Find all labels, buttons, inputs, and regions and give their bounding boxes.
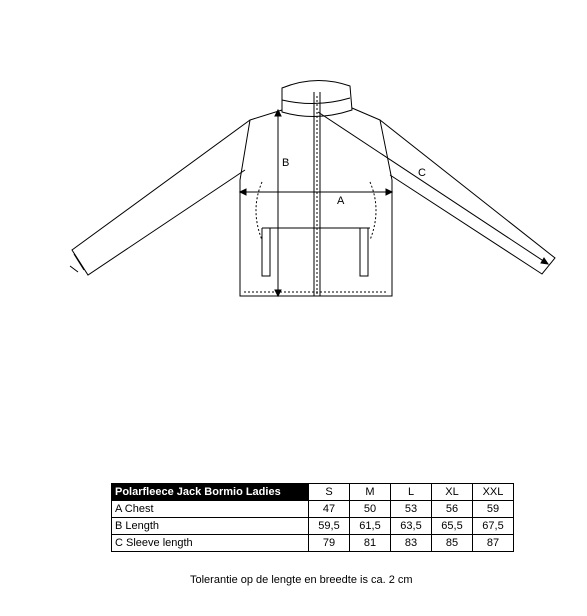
table-row bbox=[112, 518, 514, 535]
cell-value: 59,5 bbox=[309, 518, 350, 535]
size-table bbox=[111, 483, 514, 552]
cell-value: 47 bbox=[309, 501, 350, 518]
size-header: XXL bbox=[473, 484, 514, 501]
measure-line-c bbox=[318, 112, 548, 264]
cell-value: 65,5 bbox=[432, 518, 473, 535]
table-row bbox=[112, 501, 514, 518]
cell-value: 83 bbox=[391, 535, 432, 552]
label-c: C bbox=[418, 167, 426, 179]
cell-value: 53 bbox=[391, 501, 432, 518]
size-table-header bbox=[112, 484, 514, 501]
size-header: M bbox=[350, 484, 391, 501]
tolerance-note: Tolerantie op de lengte en breedte is ca. 2 cm bbox=[190, 574, 413, 586]
size-header: L bbox=[391, 484, 432, 501]
row-name: A Chest bbox=[112, 501, 309, 518]
cell-value: 79 bbox=[309, 535, 350, 552]
right-pocket bbox=[360, 228, 368, 276]
label-b: B bbox=[282, 157, 290, 169]
table-title: Polarfleece Jack Bormio Ladies bbox=[112, 484, 309, 501]
left-pocket bbox=[262, 228, 270, 276]
cell-value: 56 bbox=[432, 501, 473, 518]
row-name: C Sleeve length bbox=[112, 535, 309, 552]
table-row bbox=[112, 535, 514, 552]
cell-value: 87 bbox=[473, 535, 514, 552]
cell-value: 59 bbox=[473, 501, 514, 518]
row-name: B Length bbox=[112, 518, 309, 535]
cell-value: 85 bbox=[432, 535, 473, 552]
jacket-body-outline bbox=[240, 108, 392, 296]
cell-value: 67,5 bbox=[473, 518, 514, 535]
cell-value: 50 bbox=[350, 501, 391, 518]
size-header: S bbox=[309, 484, 350, 501]
jacket-left-sleeve bbox=[72, 120, 250, 275]
jacket-collar bbox=[282, 80, 352, 116]
cell-value: 63,5 bbox=[391, 518, 432, 535]
size-header: XL bbox=[432, 484, 473, 501]
label-a: A bbox=[337, 195, 345, 207]
cell-value: 61,5 bbox=[350, 518, 391, 535]
cell-value: 81 bbox=[350, 535, 391, 552]
